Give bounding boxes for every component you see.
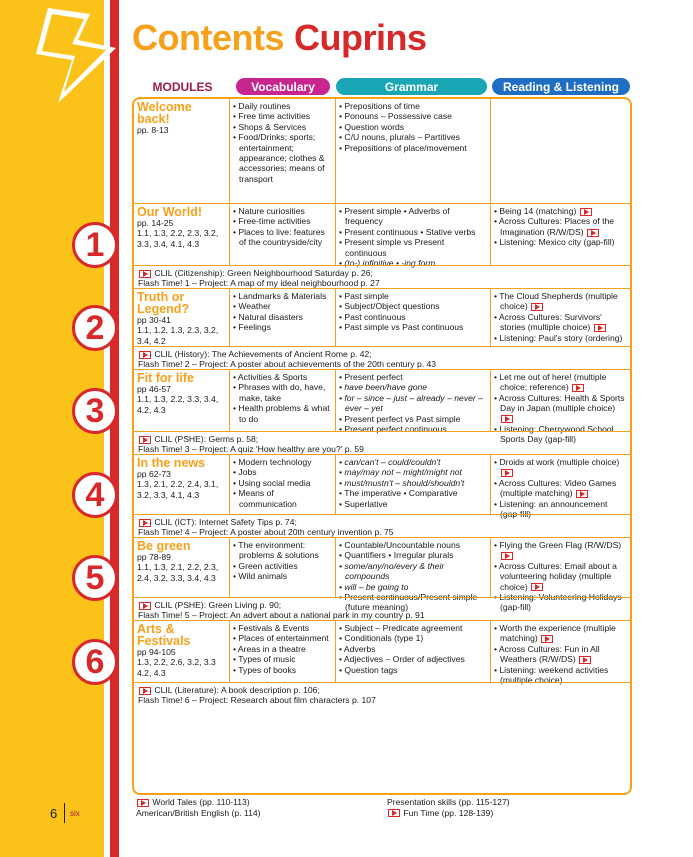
- grammar-item: • Adjectives – Order of adjectives: [339, 654, 465, 665]
- unit-row: [134, 620, 630, 686]
- flash-time-line[interactable]: Flash Time! 6 – Project: Research about film characters p. 107: [138, 695, 376, 706]
- video-icon: [137, 799, 149, 807]
- unit-row: [134, 99, 630, 203]
- video-icon[interactable]: [531, 583, 543, 591]
- page-number: 6: [50, 806, 58, 821]
- clil-line[interactable]: CLIL (Citizenship): Green Neighbourhood Saturday p. 26;: [138, 268, 626, 278]
- vocabulary-item: • Daily routines: [233, 101, 291, 111]
- header-reading-listening: Reading & Listening: [492, 78, 630, 95]
- page-number-divider: [64, 803, 65, 823]
- module-cell: [134, 538, 229, 597]
- vocabulary-item: • Using social media: [233, 477, 311, 488]
- module-title[interactable]: Welcome back!: [137, 100, 192, 126]
- header-grammar: Grammar: [336, 78, 487, 95]
- vocabulary-cell: [229, 370, 335, 431]
- vocabulary-item: • Shops & Services: [233, 121, 307, 132]
- reading-listening-cell: [490, 455, 630, 520]
- unit-number-badge: 5: [72, 555, 118, 601]
- grammar-item: • Present continuous • Stative verbs: [339, 226, 476, 237]
- vocabulary-item: • Jobs: [233, 467, 257, 478]
- video-icon[interactable]: [580, 208, 592, 216]
- grammar-item: • (to-) infinitive • -ing form: [339, 258, 436, 269]
- reading-item: • Let me out of here! (multiple choice; reference): [494, 372, 607, 393]
- module-competences: 1.1, 1.3, 2.2, 2.3, 3.2, 3.3, 3.4, 4.1, 4.3: [137, 228, 219, 249]
- vocabulary-item: • Means of communication: [233, 488, 297, 509]
- clil-flash-row: [134, 514, 630, 537]
- grammar-cell: [335, 99, 490, 203]
- vocabulary-item: • Activities & Sports: [233, 372, 308, 382]
- reading-item: • Listening: an announcement (gap-fill): [494, 498, 608, 520]
- reading-item: • Across Cultures: Places of the Imagination (R/W/DS): [494, 216, 615, 237]
- flash-time-line[interactable]: Flash Time! 1 – Project: A map of my ideal neighbourhood p. 27: [138, 278, 380, 289]
- grammar-item: • Superlative: [339, 498, 388, 509]
- lightning-bolt-icon: [28, 8, 118, 103]
- vocabulary-item: • Areas in a theatre: [233, 643, 306, 654]
- grammar-cell: [335, 538, 490, 613]
- reading-item: • Across Cultures: Fun in All Weathers (R/W/DS): [494, 643, 600, 665]
- grammar-item: • can/can't – could/couldn't: [339, 457, 441, 467]
- clil-line[interactable]: CLIL (PSHE): Germs p. 58;: [138, 434, 626, 444]
- video-icon[interactable]: [572, 384, 584, 392]
- module-competences: 1.3, 2.1, 2.2, 2.4, 3.1, 3.2, 3.3, 4.1, 4.3: [137, 479, 219, 500]
- vocabulary-item: • Types of music: [233, 654, 296, 665]
- grammar-item: • Subject – Predicate agreement: [339, 623, 463, 633]
- vocabulary-item: • The environment: problems & solutions: [233, 540, 319, 561]
- grammar-item: • Past simple: [339, 291, 389, 301]
- video-icon: [139, 687, 151, 695]
- module-competences: 1.1, 1.3, 2.2, 3.3, 3.4, 4.2, 4.3: [137, 394, 219, 415]
- vocabulary-cell: [229, 538, 335, 597]
- header-vocabulary: Vocabulary: [236, 78, 330, 95]
- reading-listening-cell: [490, 289, 630, 346]
- grammar-item: • Ponouns – Possessive case: [339, 111, 452, 122]
- grammar-item: • Countable/Uncountable nouns: [339, 540, 461, 550]
- page-number-word: six: [70, 809, 80, 818]
- grammar-item: • Present perfect continuous: [339, 424, 447, 435]
- grammar-item: • Present perfect vs Past simple: [339, 413, 461, 424]
- reading-listening-cell: [490, 370, 630, 445]
- reading-item: • Being 14 (matching): [494, 206, 627, 216]
- grammar-item: • Question words: [339, 121, 405, 132]
- module-competences: 1.3, 2.2, 2.6, 3.2, 3.3 4.2, 4.3: [137, 657, 216, 678]
- title-romanian: Cuprins: [294, 17, 427, 58]
- clil-flash-row: [134, 597, 630, 620]
- module-cell: [134, 455, 229, 514]
- title-english: Contents: [132, 17, 284, 58]
- video-icon[interactable]: [541, 635, 553, 643]
- grammar-item: • Conditionals (type 1): [339, 633, 424, 644]
- grammar-item: • some/any/no/every & their compounds: [339, 560, 445, 582]
- vocabulary-cell: [229, 289, 335, 346]
- module-pages: pp. 14-25: [137, 218, 174, 228]
- video-icon: [139, 270, 151, 278]
- reading-item: • Listening: Volunteering Holidays (gap-fill): [494, 592, 622, 613]
- grammar-item: • Present simple • Adverbs of frequency: [339, 206, 450, 227]
- video-icon: [139, 436, 151, 444]
- grammar-item: • Quantifiers • Irregular plurals: [339, 550, 454, 561]
- video-icon[interactable]: [501, 552, 513, 560]
- module-competences: 1.1, 1.3, 2.1, 2.2, 2.3, 2.4, 3.2, 3.3, 3.4, 4.3: [137, 562, 219, 583]
- grammar-item: • Prepositions of place/movement: [339, 142, 467, 153]
- reading-item: • Across Cultures: Survivors' stories (multiple choice): [494, 312, 627, 333]
- video-icon: [139, 602, 151, 610]
- video-icon[interactable]: [576, 490, 588, 498]
- video-icon[interactable]: [531, 303, 543, 311]
- video-icon[interactable]: [501, 469, 513, 477]
- grammar-cell: [335, 289, 490, 346]
- reading-item: • The Cloud Shepherds (multiple choice): [494, 291, 618, 312]
- vocabulary-item: • Wild animals: [233, 571, 288, 582]
- vocabulary-item: • Landmarks & Materials: [233, 291, 327, 301]
- module-cell: [134, 99, 229, 203]
- video-icon: [139, 351, 151, 359]
- vocabulary-item: • Natural disasters: [233, 311, 303, 322]
- flash-time-line[interactable]: Flash Time! 4 – Project: A poster about 20th century invention p. 75: [138, 527, 394, 538]
- vocabulary-cell: [229, 99, 335, 203]
- unit-number-badge: 4: [72, 472, 118, 518]
- vocabulary-item: • Weather: [233, 301, 271, 312]
- clil-flash-row: [134, 431, 630, 454]
- header-modules: MODULES: [152, 79, 213, 94]
- vocabulary-item: • Modern technology: [233, 457, 312, 467]
- unit-number-badge: 3: [72, 388, 118, 434]
- clil-line[interactable]: CLIL (PSHE): Green Living p. 90;: [138, 600, 626, 610]
- module-cell: [134, 621, 229, 682]
- grammar-item: • for – since – just – already – never – ever – yet: [339, 392, 483, 414]
- page-title: [132, 17, 427, 58]
- grammar-item: • C/U nouns, plurals – Partitives: [339, 132, 460, 143]
- module-pages: pp 94-105: [137, 647, 176, 657]
- unit-number-badge: 1: [72, 222, 118, 268]
- module-pages: pp 62-73: [137, 469, 171, 479]
- module-cell: [134, 289, 229, 346]
- vocabulary-item: • Health problems & what to do: [233, 403, 330, 424]
- unit-number-badge: 2: [72, 305, 118, 351]
- reading-item: • Across Cultures: Video Games (multiple matching): [494, 477, 617, 499]
- clil-flash-row: [134, 265, 630, 288]
- grammar-item: • Subject/Object questions: [339, 301, 440, 312]
- grammar-cell: [335, 370, 490, 435]
- video-icon[interactable]: [501, 415, 513, 423]
- unit-row: [134, 288, 630, 346]
- reading-listening-cell: [490, 621, 630, 686]
- video-icon: [139, 519, 151, 527]
- reading-listening-cell: [490, 99, 630, 203]
- sidebar-red-edge: [110, 0, 119, 857]
- reading-item: • Listening: Paul's story (ordering): [494, 332, 623, 343]
- grammar-item: • Present perfect: [339, 372, 403, 382]
- vocabulary-item: • Nature curiosities: [233, 206, 305, 216]
- reading-item: • Flying the Green Flag (R/W/DS): [494, 540, 627, 561]
- module-pages: pp 46-57: [137, 384, 171, 394]
- footer-world-tales[interactable]: World Tales (pp. 110-113): [136, 797, 261, 808]
- clil-line[interactable]: CLIL (History): The Achievements of Ancient Rome p. 42;: [138, 349, 626, 359]
- grammar-item: • Present simple vs Present continuous: [339, 237, 445, 258]
- clil-line[interactable]: CLIL (ICT): Internet Safety Tips p. 74;: [138, 517, 626, 527]
- reading-listening-cell: [490, 204, 630, 265]
- grammar-item: • Question tags: [339, 664, 398, 675]
- reading-item: • Listening: Mexico city (gap-fill): [494, 237, 615, 248]
- reading-item: • Worth the experience (multiple matching): [494, 623, 616, 644]
- module-title[interactable]: Truth or Legend?: [137, 290, 190, 316]
- module-title[interactable]: In the news: [137, 456, 206, 470]
- flash-time-line[interactable]: Flash Time! 5 – Project: An advert about a national park in my country p. 91: [138, 610, 425, 621]
- module-cell: [134, 204, 229, 265]
- vocabulary-item: • Free-time activities: [233, 216, 311, 227]
- unit-row: [134, 203, 630, 269]
- flash-time-line[interactable]: Flash Time! 3 – Project: A quiz 'How healthy are you?' p. 59: [138, 444, 364, 455]
- vocabulary-item: • Festivals & Events: [233, 623, 310, 633]
- reading-item: • Across Cultures: Email about a volunteering holiday (multiple choice): [494, 560, 617, 592]
- clil-flash-row: [134, 346, 630, 369]
- video-icon: [388, 809, 400, 817]
- grammar-item: • Adverbs: [339, 643, 376, 654]
- flash-time-line[interactable]: Flash Time! 2 – Project: A poster about achievements of the 20th century p. 43: [138, 359, 437, 370]
- vocabulary-cell: [229, 455, 335, 514]
- grammar-item: • will – be going to: [339, 581, 409, 592]
- grammar-item: • Prepositions of time: [339, 101, 420, 111]
- video-icon[interactable]: [594, 324, 606, 332]
- vocabulary-cell: [229, 204, 335, 265]
- reading-item: • Listening: Cherrywood School Sports Day (gap-fill): [494, 424, 614, 445]
- unit-row: [134, 454, 630, 520]
- grammar-cell: [335, 204, 490, 269]
- grammar-item: • may/may not – might/might not: [339, 467, 462, 478]
- reading-item: • Droids at work (multiple choice): [494, 457, 627, 478]
- contents-table: [132, 97, 632, 795]
- module-cell: [134, 370, 229, 431]
- reading-item: • Listening: weekend activities (multiple choice): [494, 664, 609, 686]
- vocabulary-item: • Phrases with do, have, make, take: [233, 382, 326, 403]
- grammar-item: • must/mustn't – should/shouldn't: [339, 477, 465, 488]
- grammar-item: • The imperative • Comparative: [339, 488, 458, 499]
- module-title[interactable]: Be green: [137, 539, 191, 553]
- vocabulary-item: • Feelings: [233, 322, 271, 333]
- module-competences: 1.1, 1.2, 1.3, 2.3, 3.2, 3.4, 4.2: [137, 325, 219, 346]
- clil-flash-row: [134, 682, 630, 705]
- module-pages: pp 78-89: [137, 552, 171, 562]
- vocabulary-item: • Green activities: [233, 560, 298, 571]
- vocabulary-item: • Places to live: features of the countryside/city: [233, 226, 325, 248]
- vocabulary-item: • Food/Drinks; sports; entertainment; appearance; clothes & accessories; means of transport: [233, 132, 325, 184]
- module-pages: pp. 8-13: [137, 125, 169, 135]
- module-title[interactable]: Our World!: [137, 205, 203, 219]
- video-icon[interactable]: [579, 656, 591, 664]
- footer-presentation-skills[interactable]: Presentation skills (pp. 115-127): [387, 797, 510, 807]
- grammar-item: • Past simple vs Past continuous: [339, 322, 464, 333]
- reading-listening-cell: [490, 538, 630, 613]
- module-title[interactable]: Arts & Festivals: [137, 622, 191, 648]
- video-icon[interactable]: [587, 229, 599, 237]
- footer-fun-time[interactable]: Fun Time (pp. 128-139): [387, 808, 510, 819]
- clil-line[interactable]: CLIL (Literature): A book description p. 106;: [138, 685, 626, 695]
- vocabulary-item: • Places of entertainment: [233, 633, 329, 644]
- grammar-item: • Past continuous: [339, 311, 406, 322]
- grammar-cell: [335, 621, 490, 682]
- module-title[interactable]: Fit for life: [137, 371, 194, 385]
- footer-american-british[interactable]: American/British English (p. 114): [136, 807, 261, 818]
- vocabulary-item: • Free time activities: [233, 111, 311, 122]
- vocabulary-item: • Types of books: [233, 664, 297, 675]
- grammar-cell: [335, 455, 490, 514]
- unit-number-badge: 6: [72, 639, 118, 685]
- reading-item: • Across Cultures: Health & Sports Day in Japan (multiple choice): [494, 393, 627, 424]
- grammar-item: • Present continuous/Present simple (future meaning): [339, 592, 478, 613]
- module-pages: pp 30-41: [137, 315, 171, 325]
- vocabulary-cell: [229, 621, 335, 682]
- grammar-item: • have been/have gone: [339, 382, 428, 393]
